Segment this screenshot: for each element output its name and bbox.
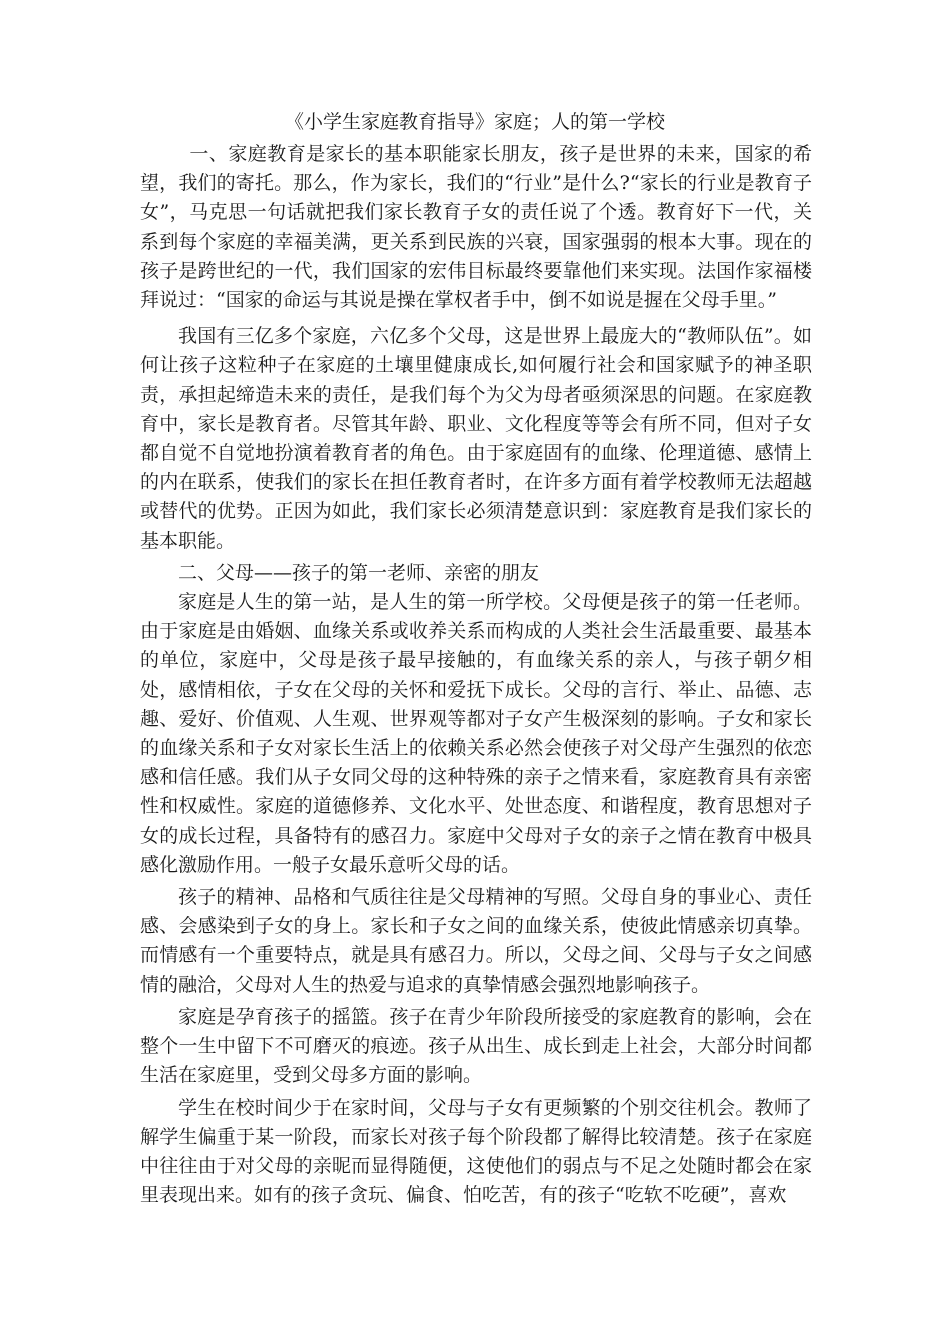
paragraph-first-school: 家庭是人生的第一站，是人生的第一所学校。父母便是孩子的第一任老师。由于家庭是由婚姻、血缘关系或收养关系而构成的人类社会生活最重要、最基本的单位，家庭中，父母是孩子最早接触的，有血缘关系的亲人，与孩子朝夕相处，感情相依，子女在父母的关怀和爱抚下成长。父母的言行、举止、品德、志趣、爱好、价值观、人生观、世界观等都对子女产生极深刻的影响。子女和家长的血缘关系和子女对家长生活上的依赖关系必然会使孩子对父母产生强烈的依恋感和信任感。我们从子女同父母的这种特殊的亲子之情来看，家庭教育具有亲密性和权威性。家庭的道德修养、文化水平、处世态度、和谐程度，教育思想对子女的成长过程，具备特有的感召力。家庭中父母对子女的亲子之情在教育中极具感化激励作用。一般子女最乐意听父母的话。 bbox=[140, 591, 812, 876]
paragraph-teachers: 我国有三亿多个家庭，六亿多个父母，这是世界上最庞大的“教师队伍”。如何让孩子这粒种子在家庭的土壤里健康成长,如何履行社会和国家赋予的神圣职责，承担起缔造未来的责任，是我们每个为父为母者亟须深思的问题。在家庭教育中，家长是教育者。尽管其年龄、职业、文化程度等等会有所不同，但对子女都自觉不自觉地扮演着教育者的角色。由于家庭固有的血缘、伦理道德、感情上的内在联系，使我们的家长在担任教育者时，在许多方面有着学校教师无法超越或替代的优势。正因为如此，我们家长必须清楚意识到：家庭教育是我们家长的基本职能。 bbox=[140, 325, 812, 552]
document-body bbox=[140, 140, 812, 1210]
document-title: 《小学生家庭教育指导》家庭；人的第一学校 bbox=[284, 111, 665, 133]
paragraph-school-time: 学生在校时间少于在家时间，父母与子女有更频繁的个别交往机会。教师了解学生偏重于某一阶段，而家长对孩子每个阶段都了解得比较清楚。孩子在家庭中往往由于对父母的亲昵而显得随便，这使他们的弱点与不足之处随时都会在家里表现出来。如有的孩子贪玩、偏食、怕吃苦，有的孩子“吃软不吃硬”，喜欢 bbox=[140, 1096, 812, 1207]
paragraph-cradle: 家庭是孕育孩子的摇篮。孩子在青少年阶段所接受的家庭教育的影响，会在整个一生中留下不可磨灭的痕迹。孩子从出生、成长到走上社会，大部分时间都生活在家庭里，受到父母多方面的影响。 bbox=[140, 1005, 812, 1087]
paragraph-intro: 一、家庭教育是家长的基本职能家长朋友，孩子是世界的未来，国家的希望，我们的寄托。那么，作为家长，我们的“行业”是什么?“家长的行业是教育子女”，马克思一句话就把我们家长教育子女的责任说了个透。教育好下一代，关系到每个家庭的幸福美满，更关系到民族的兴衰，国家强弱的根本大事。现在的孩子是跨世纪的一代，我们国家的宏伟目标最终要靠他们来实现。法国作家福楼拜说过：“国家的命运与其说是操在掌权者手中，倒不如说是握在父母手里。” bbox=[140, 143, 812, 312]
paragraph-spirit: 孩子的精神、品格和气质往往是父母精神的写照。父母自身的事业心、责任感、会感染到子女的身上。家长和子女之间的血缘关系，使彼此情感亲切真挚。而情感有一个重要特点，就是具有感召力。所以，父母之间、父母与子女之间感情的融洽，父母对人生的热爱与追求的真挚情感会强烈地影响孩子。 bbox=[140, 886, 812, 996]
section-heading-parents: 二、父母——孩子的第一老师、亲密的朋友 bbox=[178, 561, 540, 584]
